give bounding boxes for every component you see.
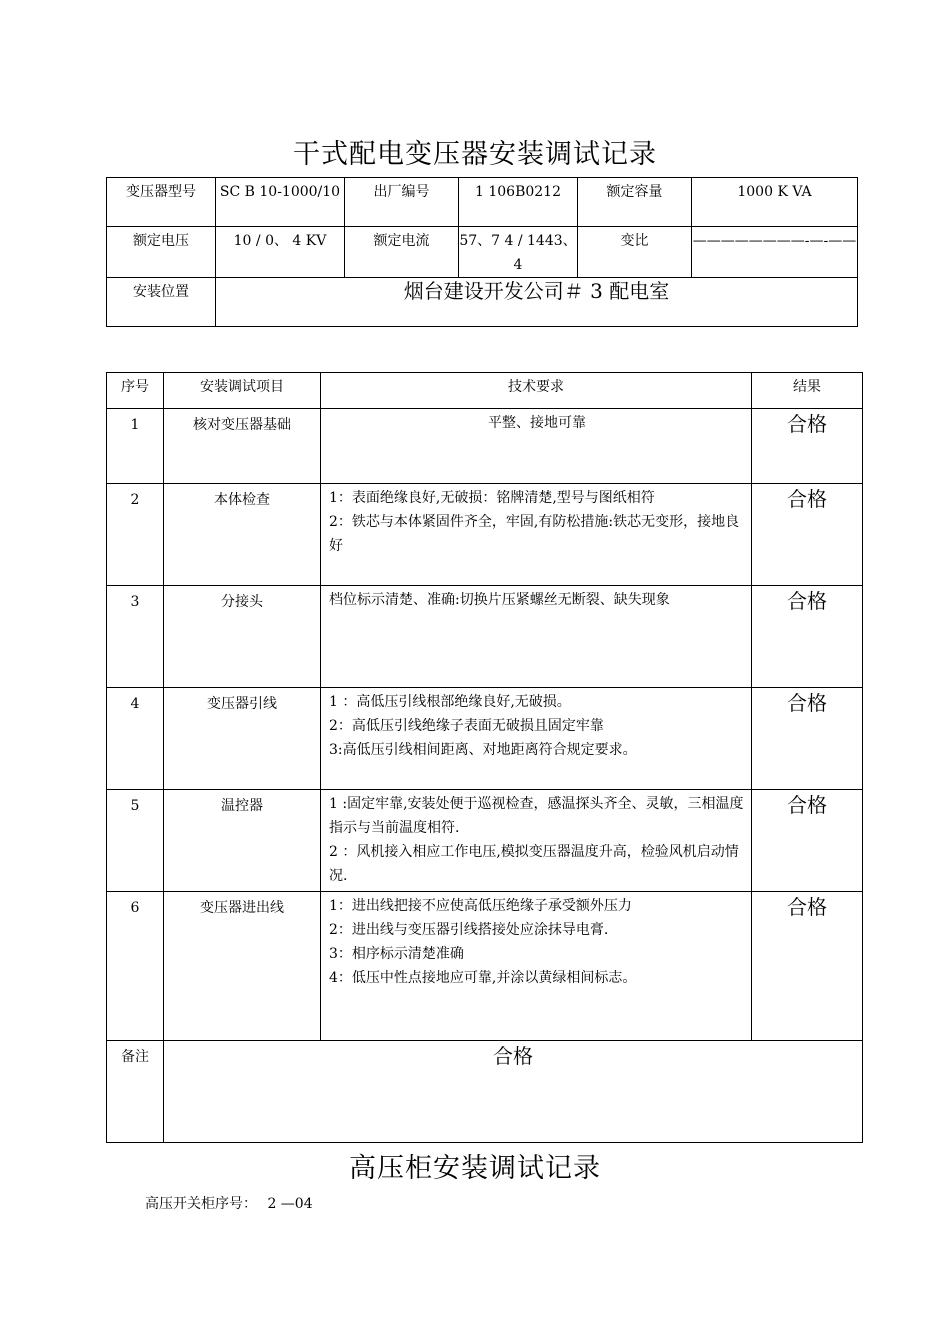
row-result: 合格	[752, 688, 863, 790]
row-result: 合格	[752, 586, 863, 688]
model-label: 变压器型号	[107, 178, 216, 227]
row-no: 6	[107, 892, 164, 1041]
header-item: 安装调试项目	[164, 373, 321, 409]
row-result: 合格	[752, 484, 863, 586]
row-result: 合格	[752, 790, 863, 892]
requirement-line: 1：进出线把接不应使高低压绝缘子承受额外压力	[329, 898, 632, 914]
requirement-line: 1：表面绝缘良好,无破损：铭牌清楚,型号与图纸相符	[329, 490, 655, 506]
remark-value: 合格	[164, 1041, 863, 1143]
requirement-line: 1 :固定牢靠,安装处便于巡视检查，感温探头齐全、灵敏，三相温度指示与当前温度相符.	[329, 796, 744, 836]
requirement-line: 平整、接地可靠	[488, 415, 586, 431]
table-row	[107, 892, 863, 1041]
ratio-value: ————————-—-——	[692, 227, 858, 278]
requirement-line: 3:高低压引线相间距离、对地距离符合规定要求。	[329, 742, 637, 758]
row-requirements	[321, 688, 752, 790]
header-result: 结果	[752, 373, 863, 409]
cabinet-label: 高压开关柜序号：	[145, 1196, 257, 1212]
requirement-line: 2：高低压引线绝缘子表面无破损且固定牢靠	[329, 718, 604, 734]
current-label: 额定电流	[345, 227, 459, 278]
voltage-value: 10 / 0、 4 KV	[216, 227, 345, 278]
requirement-line: 3：相序标示清楚准确	[329, 946, 464, 962]
transformer-info-table	[106, 177, 858, 327]
model-value: SC B 10-1000/10	[216, 178, 345, 227]
requirement-line: 1 ：高低压引线根部绝缘良好,无破损。	[329, 694, 571, 710]
inspection-table	[106, 372, 863, 1143]
row-no: 5	[107, 790, 164, 892]
row-requirements	[321, 790, 752, 892]
row-item: 分接头	[164, 586, 321, 688]
row-item: 变压器引线	[164, 688, 321, 790]
row-result: 合格	[752, 409, 863, 484]
row-requirements	[321, 409, 752, 484]
row-item: 核对变压器基础	[164, 409, 321, 484]
row-item: 变压器进出线	[164, 892, 321, 1041]
row-item: 本体检查	[164, 484, 321, 586]
serial-label: 出厂编号	[345, 178, 459, 227]
serial-value: 1 106B0212	[459, 178, 578, 227]
table-row	[107, 688, 863, 790]
remark-row	[107, 1041, 863, 1143]
row-requirements	[321, 586, 752, 688]
location-value: 烟台建设开发公司＃ 3 配电室	[216, 278, 858, 327]
cabinet-value: 2 —04	[267, 1196, 313, 1212]
row-requirements	[321, 892, 752, 1041]
requirement-line: 2：铁芯与本体紧固件齐全，牢固,有防松措施:铁芯无变形，接地良好	[329, 514, 740, 554]
row-requirements	[321, 484, 752, 586]
location-label: 安装位置	[107, 278, 216, 327]
row-no: 1	[107, 409, 164, 484]
table-row	[107, 484, 863, 586]
requirement-line: 2 ：风机接入相应工作电压,模拟变压器温度升高，检验风机启动情况.	[329, 844, 739, 884]
ratio-label: 变比	[578, 227, 692, 278]
header-requirements: 技术要求	[321, 373, 752, 409]
voltage-label: 额定电压	[107, 227, 216, 278]
row-no: 2	[107, 484, 164, 586]
table-row	[107, 409, 863, 484]
remark-label: 备注	[107, 1041, 164, 1143]
capacity-value: 1000 K VA	[692, 178, 858, 227]
section-title: 高压柜安装调试记录	[349, 1153, 601, 1184]
requirement-line: 档位标示清楚、准确:切换片压紧螺丝无断裂、缺失现象	[329, 592, 670, 608]
row-result: 合格	[752, 892, 863, 1041]
requirement-line: 4：低压中性点接地应可靠,并涂以黄绿相间标志。	[329, 970, 637, 986]
requirement-line: 2：进出线与变压器引线搭接处应涂抹导电膏.	[329, 922, 609, 938]
row-no: 3	[107, 586, 164, 688]
table-row	[107, 790, 863, 892]
cabinet-number	[145, 1193, 319, 1213]
page-title: 干式配电变压器安装调试记录	[293, 139, 657, 170]
row-no: 4	[107, 688, 164, 790]
current-value: 57、7 4 / 1443、4	[459, 227, 578, 278]
table-row	[107, 586, 863, 688]
header-no: 序号	[107, 373, 164, 409]
row-item: 温控器	[164, 790, 321, 892]
capacity-label: 额定容量	[578, 178, 692, 227]
